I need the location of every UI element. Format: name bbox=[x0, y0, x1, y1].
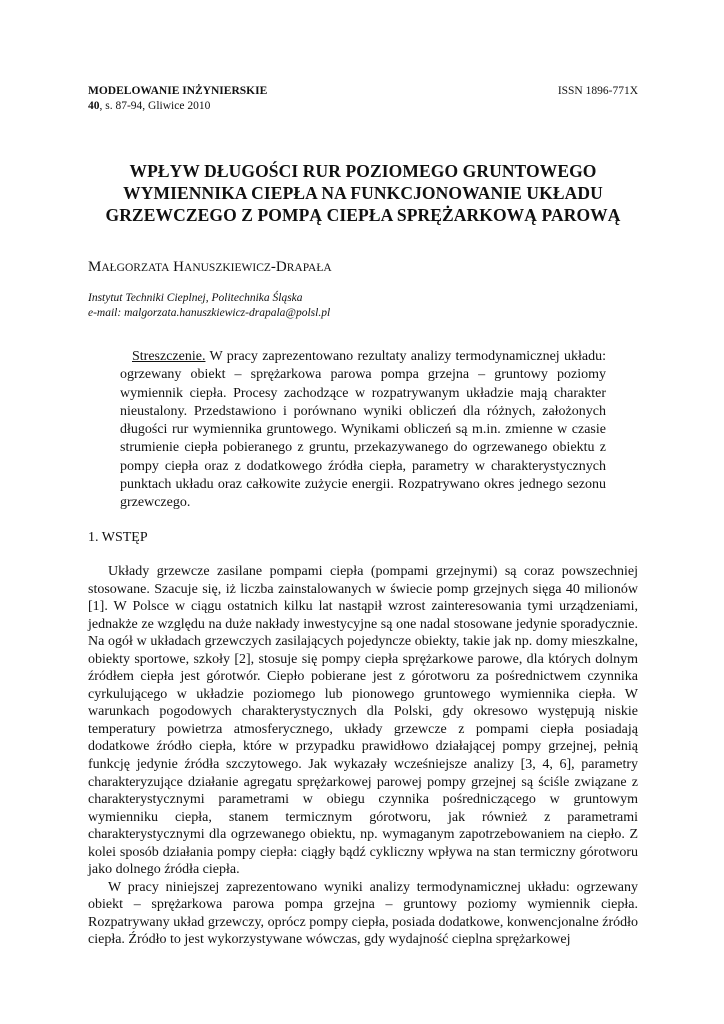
author-name: MAŁGORZATA HANUSZKIEWICZ-DRAPAŁA bbox=[88, 259, 332, 275]
abstract bbox=[120, 348, 606, 513]
volume-line bbox=[88, 99, 638, 114]
abstract-text: W pracy zaprezentowano rezultaty analizy termodynamicznej układu: ogrzewany obiekt – sprężarkowa parowa pompa grzejna – gruntowy poziomy wymiennik ciepła. Procesy zachodzące w rozpatrywanym układzie mają charakter nieustalony. Przedstawiono i porównano wyniki obliczeń dla różnych, założonych długości rur wymiennika gruntowego. Wynikami obliczeń są m.in. zmienne w czasie strumienie ciepła pobieranego z gruntu, przekazywanego do ogrzewanego obiektu z pompy ciepła oraz z dodatkowego źródła ciepła, parametry w charakterystycznych punktach układu oraz całkowite zużycie energii. Rozpatrywano okres jednego sezonu grzewczego. bbox=[120, 349, 606, 511]
issn: ISSN 1896-771X bbox=[557, 85, 638, 97]
author-last-rest: ANUSZKIEWICZ bbox=[184, 262, 271, 274]
title-line-3: GRZEWCZEGO Z POMPĄ CIEPŁA SPRĘŻARKOWĄ PAROWĄ bbox=[105, 205, 621, 225]
title-line-1: WPŁYW DŁUGOŚCI RUR POZIOMEGO GRUNTOWEGO bbox=[129, 161, 597, 181]
journal-header bbox=[88, 84, 638, 114]
pages-place: , s. 87-94, Gliwice 2010 bbox=[99, 100, 211, 112]
author-first-initial: M bbox=[88, 259, 102, 275]
section-heading: 1. WSTĘP bbox=[88, 530, 148, 545]
title-line-2: WYMIENNIKA CIEPŁA NA FUNKCJONOWANIE UKŁADU bbox=[123, 183, 603, 203]
abstract-label: Streszczenie. bbox=[132, 349, 206, 364]
body-paragraph-2: W pracy niniejszej zaprezentowano wyniki analizy termodynamicznej układu: ogrzewany obiekt – sprężarkowa parowa pompa grzejna – gruntowy poziomy wymiennik ciepła. Rozpatrywany układ grzewczy, oprócz pompy ciepła, posiada dodatkowe, konwencjonalne źródło ciepła. Źródło to jest wykorzystywane wówczas, gdy wydajność cieplna sprężarkowej bbox=[88, 879, 638, 948]
author-last2-initial: D bbox=[275, 259, 287, 275]
volume-number: 40 bbox=[88, 100, 100, 112]
body-text bbox=[88, 563, 638, 949]
author-last-initial: H bbox=[173, 259, 185, 275]
author-first-rest: AŁGORZATA bbox=[101, 262, 170, 274]
paper-title bbox=[88, 160, 638, 226]
institute: Instytut Techniki Cieplnej, Politechnika Śląska bbox=[88, 292, 303, 304]
journal-name: MODELOWANIE INŻYNIERSKIE bbox=[88, 85, 268, 97]
body-paragraph-1: Układy grzewcze zasilane pompami ciepła (pompami grzejnymi) są coraz powszechniej stosowane. Szacuje się, iż liczba zainstalowanych w świecie pomp grzejnych sięga 40 milionów [1]. W Polsce w ciągu ostatnich kilku lat nastąpił wzrost zainteresowania tymi urządzeniami, jednakże ze względu na duże nakłady inwestycyjne są one nadal stosowane jedynie sporadycznie. Na ogół w układach grzewczych zasilających pojedyncze obiekty, takie jak np. domy mieszkalne, obiekty sportowe, szkoły [2], stosuje się pompy ciepła sprężarkowe parowe, dla których dolnym źródłem ciepła jest górotwór. Ciepło pobierane jest z górotworu za pośrednictwem czynnika cyrkulującego w układzie poziomego lub pionowego gruntowego wymiennika ciepła. W warunkach pogodowych charakterystycznych dla Polski, gdy okresowo występują niskie temperatury powietrza atmosferycznego, układy grzewcze z pompami ciepła posiadają dodatkowe źródło ciepła, które w przypadku prawidłowo działającej pompy grzejnej, pełnią funkcję jedynie źródła szczytowego. Jak wykazały wcześniejsze analizy [3, 4, 6], parametry charakteryzujące działanie agregatu sprężarkowej parowej pompy grzejnej są ściśle związane z charakterystycznymi parametrami w obiegu czynnika pośredniczącego w gruntowym wymienniku ciepła, stanem termicznym górotworu, jak również z parametrami charakterystycznymi dla ogrzewanego obiektu, np. wymaganym zapotrzebowaniem na ciepło. Z kolei sposób działania pompy ciepła: ciągły bądź cykliczny wpływa na stan termiczny górotworu jako dolnego źródła ciepła. bbox=[88, 564, 638, 878]
author-last2-rest: RAPAŁA bbox=[286, 262, 332, 274]
affiliation bbox=[88, 291, 330, 321]
author-email: e-mail: malgorzata.hanuszkiewicz-drapala@polsl.pl bbox=[88, 307, 331, 319]
